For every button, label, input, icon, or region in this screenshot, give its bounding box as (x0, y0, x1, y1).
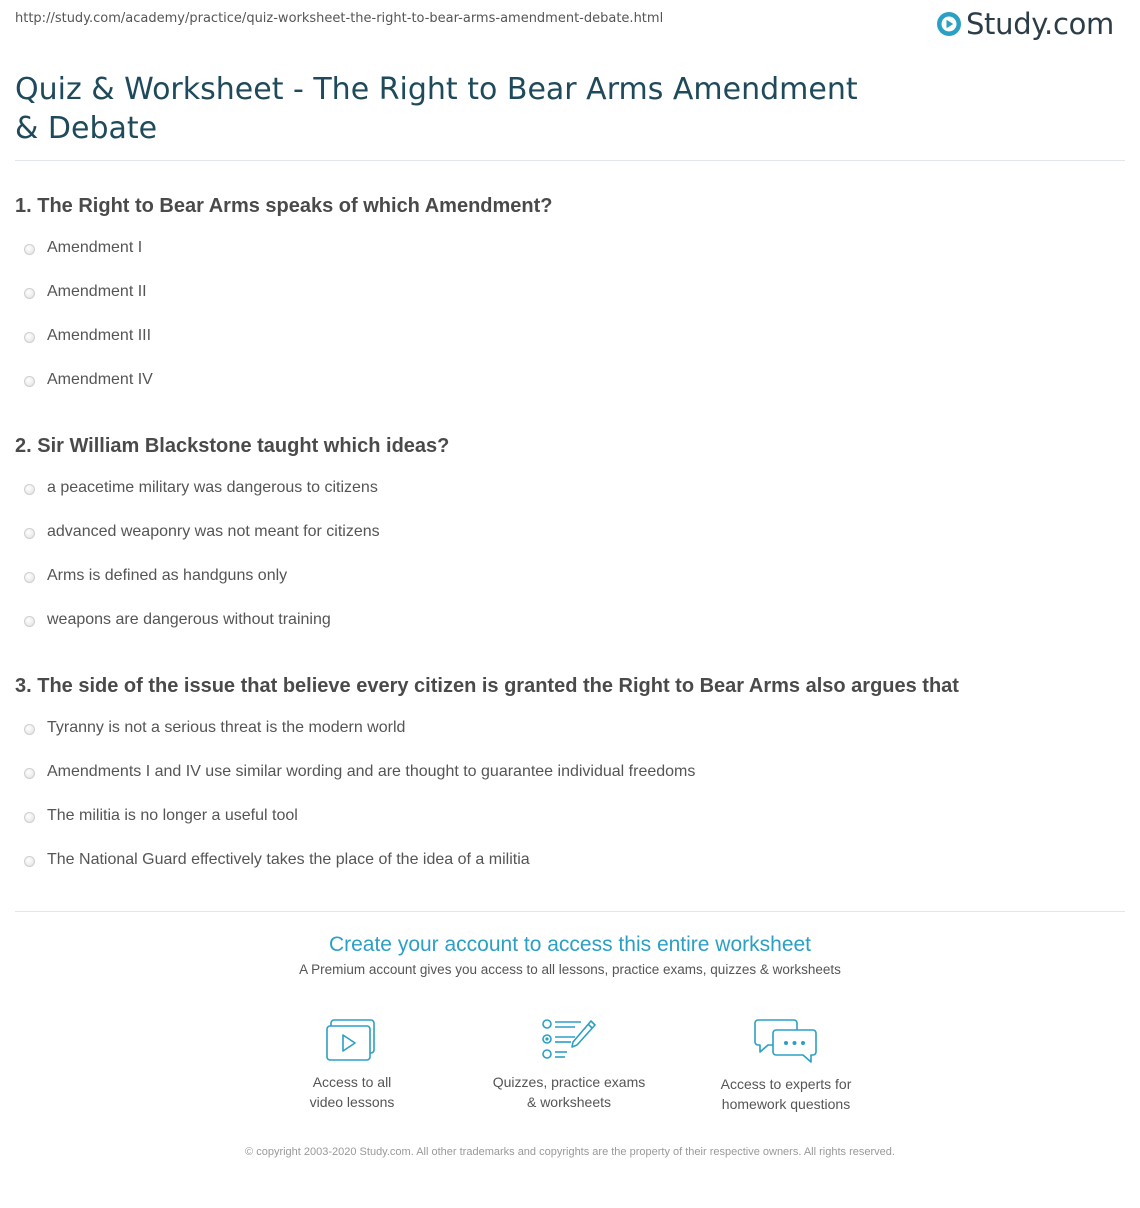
signup-cta (0, 930, 1140, 977)
option-label: Amendment III (47, 327, 152, 344)
divider (15, 160, 1125, 161)
option-item[interactable] (15, 471, 1125, 515)
radio-button[interactable] (24, 244, 35, 255)
question-3 (15, 673, 1125, 887)
option-label: Amendment IV (47, 371, 153, 388)
radio-button[interactable] (24, 724, 35, 735)
option-label: weapons are dangerous without training (47, 611, 331, 628)
option-item[interactable] (15, 275, 1125, 319)
question-text: 1. The Right to Bear Arms speaks of which Amendment? (15, 195, 553, 217)
option-label: advanced weaponry was not meant for citizens (47, 523, 380, 540)
radio-button[interactable] (24, 376, 35, 387)
radio-button[interactable] (24, 856, 35, 867)
quiz-checklist-icon (541, 1018, 597, 1062)
radio-button[interactable] (24, 812, 35, 823)
feature-label: Access to experts for homework questions (720, 1076, 852, 1112)
feature-video-lessons (262, 1018, 442, 1112)
study-play-icon (936, 11, 962, 37)
option-label: Amendment II (47, 283, 147, 300)
options-list (15, 711, 1125, 887)
divider (15, 911, 1125, 912)
option-item[interactable] (15, 559, 1125, 603)
option-label: Tyranny is not a serious threat is the modern world (47, 719, 406, 736)
option-label: Arms is defined as handguns only (47, 567, 288, 584)
option-label: Amendments I and IV use similar wording and are thought to guarantee individual freedoms (47, 763, 696, 780)
options-list (15, 471, 1125, 647)
option-item[interactable] (15, 799, 1125, 843)
copyright-footer: © copyright 2003-2020 Study.com. All other trademarks and copyrights are the property of their respective owners. All rights reserved. (245, 1146, 895, 1158)
option-item[interactable] (15, 711, 1125, 755)
radio-button[interactable] (24, 332, 35, 343)
option-item[interactable] (15, 755, 1125, 799)
feature-quizzes (479, 1018, 659, 1112)
radio-button[interactable] (24, 288, 35, 299)
cta-subtitle: A Premium account gives you access to all lessons, practice exams, quizzes & worksheets (299, 962, 841, 977)
radio-button[interactable] (24, 484, 35, 495)
radio-button[interactable] (24, 768, 35, 779)
feature-experts (696, 1018, 876, 1114)
expert-chat-icon (754, 1018, 818, 1064)
options-list (15, 231, 1125, 407)
option-item[interactable] (15, 231, 1125, 275)
option-label: The National Guard effectively takes the place of the idea of a militia (47, 851, 530, 868)
question-2 (15, 433, 1125, 647)
study-logo[interactable] (936, 6, 1114, 42)
page-title: Quiz & Worksheet - The Right to Bear Arms Amendment & Debate (15, 72, 858, 146)
option-label: Amendment I (47, 239, 143, 256)
radio-button[interactable] (24, 528, 35, 539)
radio-button[interactable] (24, 616, 35, 627)
option-label: The militia is no longer a useful tool (47, 807, 298, 824)
video-lesson-icon (326, 1018, 378, 1062)
option-item[interactable] (15, 363, 1125, 407)
option-label: a peacetime military was dangerous to citizens (47, 479, 378, 496)
option-item[interactable] (15, 319, 1125, 363)
radio-button[interactable] (24, 572, 35, 583)
option-item[interactable] (15, 843, 1125, 887)
top-bar (0, 0, 1140, 44)
question-1 (15, 193, 1125, 407)
option-item[interactable] (15, 515, 1125, 559)
feature-label: Access to all video lessons (309, 1074, 395, 1110)
feature-label: Quizzes, practice exams & worksheets (492, 1074, 646, 1110)
question-text: 2. Sir William Blackstone taught which ideas? (15, 435, 450, 457)
page-url: http://study.com/academy/practice/quiz-worksheet-the-right-to-bear-arms-amendment-debate.html (15, 11, 664, 26)
cta-link[interactable]: Create your account to access this entire worksheet (328, 933, 812, 956)
logo-text: Study.com (965, 7, 1114, 41)
question-text: 3. The side of the issue that believe every citizen is granted the Right to Bear Arms also argues that (15, 675, 959, 697)
option-item[interactable] (15, 603, 1125, 647)
